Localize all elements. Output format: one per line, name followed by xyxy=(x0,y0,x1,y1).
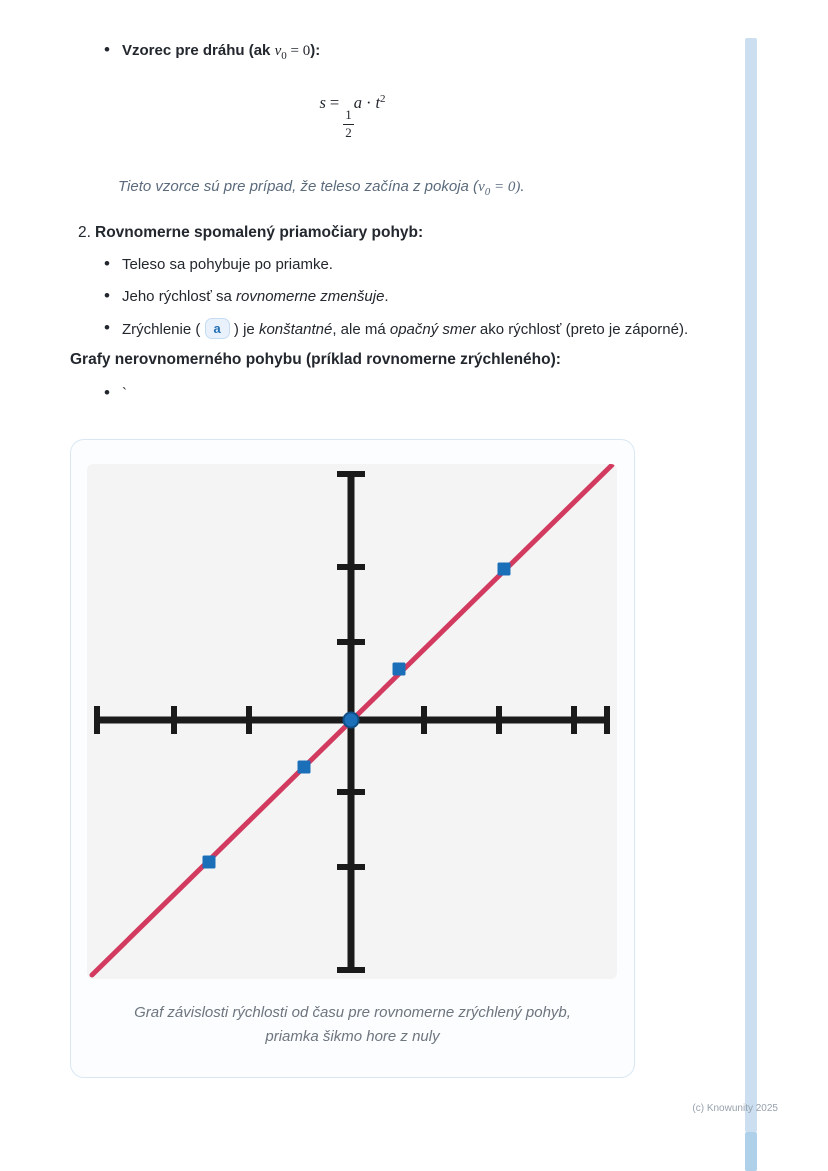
formula-heading-text-1: Vzorec pre dráhu (ak xyxy=(122,42,275,59)
formula-heading-text-2: ): xyxy=(310,42,321,59)
equals-sign: = xyxy=(329,93,340,112)
data-point-square xyxy=(393,663,406,676)
item-title: Rovnomerne spomalený priamočiary pohyb: xyxy=(95,224,424,242)
initial-velocity-math: $v_0 = 0$ xyxy=(274,43,311,62)
graphs-heading: Grafy nerovnomerného pohybu (príklad rovnomerne zrýchleného): xyxy=(70,351,561,369)
formula-bullet-list xyxy=(70,40,700,67)
data-point-square xyxy=(498,563,511,576)
bullet-acceleration-constant: • Zrýchlenie ( a ) je konštantné, ale má opačný smer ako rýchlosť (preto je záporné). xyxy=(70,318,700,341)
bullet-motion-straight: • Teleso sa pohybuje po priamke. xyxy=(70,254,700,276)
fraction-numerator: 1 xyxy=(343,108,354,125)
page-edge-stripe xyxy=(745,38,757,1132)
item-number: 2. xyxy=(78,224,91,242)
numbered-item-2 xyxy=(78,224,700,242)
caption-line-2: priamka šikmo hore z nuly xyxy=(265,1028,440,1046)
fraction-one-half xyxy=(343,108,354,140)
fraction-denominator: 2 xyxy=(345,124,352,140)
note-italic xyxy=(118,178,700,198)
data-point-square xyxy=(203,856,216,869)
velocity-time-graph xyxy=(87,464,617,979)
variable-a-badge: a xyxy=(205,318,230,339)
formula-var-s: s xyxy=(319,93,326,112)
item-2-bullets xyxy=(70,254,700,341)
dot-operator: · xyxy=(365,93,372,112)
formula-var-t: t xyxy=(375,93,381,112)
initial-velocity-math: $v_0 = 0$). xyxy=(478,179,525,199)
figure-caption xyxy=(87,1001,618,1049)
page-edge-stripe-bottom xyxy=(745,1132,757,1171)
data-point-square xyxy=(298,761,311,774)
bullet-speed-decreases: • Jeho rýchlosť sa rovnomerne zmenšuje. xyxy=(70,286,700,308)
backtick-bullet-list xyxy=(70,383,700,405)
figure-card xyxy=(70,439,635,1078)
bullet-distance-formula-heading xyxy=(70,40,700,67)
caption-line-1: Graf závislosti rýchlosti od času pre rovnomerne zrýchlený pohyb, xyxy=(134,1004,571,1022)
bullet-backtick: • ` xyxy=(70,383,700,405)
copyright: (c) Knowunity 2025 xyxy=(692,1103,778,1114)
formula-var-a: a xyxy=(353,93,362,112)
origin-point xyxy=(344,713,359,728)
note-text: Tieto vzorce sú pre prípad, že teleso začína z pokoja ( xyxy=(118,178,479,196)
distance-formula xyxy=(70,93,635,140)
exponent-2: 2 xyxy=(380,93,386,105)
